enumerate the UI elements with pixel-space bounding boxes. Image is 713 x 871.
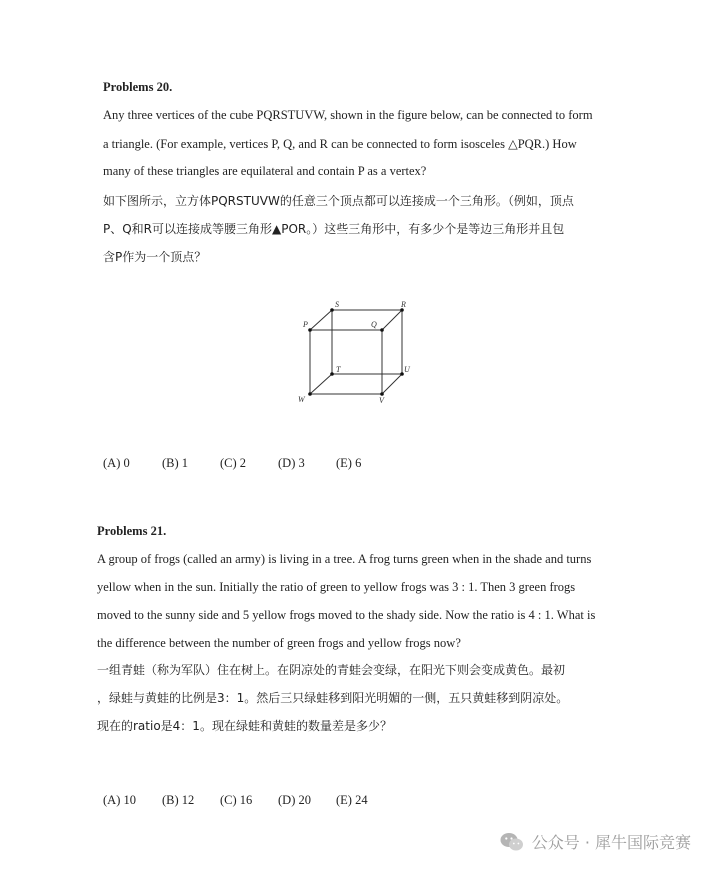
- vertex-Q: [380, 328, 384, 332]
- problem-21-text-line: A group of frogs (called an army) is living in a tree. A frog turns green when in the shade and turns: [97, 552, 592, 566]
- label-R: R: [401, 300, 406, 309]
- problem-20-translation-line: 如下图所示，立方体PQRSTUVW的任意三个顶点都可以连接成一个三角形。（例如，顶点: [103, 194, 574, 208]
- choice-c: (C) 16: [220, 793, 253, 807]
- watermark: [500, 830, 691, 853]
- problem-21-text-line: moved to the sunny side and 5 yellow frogs moved to the shady side. Now the ratio is 4 : 1. What is: [97, 608, 596, 622]
- problem-20-translation-line: 含P作为一个顶点？: [103, 250, 207, 264]
- problem-21-text-line: the difference between the number of green frogs and yellow frogs now?: [97, 636, 461, 650]
- choice-e: (E) 24: [336, 793, 368, 807]
- cube-edge-QR: [382, 310, 402, 330]
- cube-edge-WT: [310, 374, 332, 394]
- label-S: S: [335, 300, 339, 309]
- cube-edge-PS: [310, 310, 332, 330]
- label-P: P: [303, 320, 308, 329]
- vertex-P: [308, 328, 312, 332]
- problem-21-translation-line: ，绿蛙与黄蛙的比例是3：1。然后三只绿蛙移到阳光明媚的一侧，五只黄蛙移到阴凉处。: [97, 691, 569, 705]
- choice-d: (D) 3: [278, 456, 305, 470]
- problem-20-translation-line: P、Q和R可以连接成等腰三角形▲POR。）这些三角形中，有多少个是等边三角形并且包: [103, 222, 565, 236]
- vertex-T: [330, 372, 334, 376]
- problem-20-heading: Problems 20.: [103, 80, 173, 94]
- choice-b: (B) 12: [162, 793, 195, 807]
- choice-a: (A) 0: [103, 456, 130, 470]
- cube-figure: [290, 292, 420, 410]
- label-V: V: [379, 396, 384, 405]
- label-W: W: [298, 395, 305, 404]
- watermark-text: 公众号 · 犀牛国际竞赛: [531, 833, 691, 852]
- problem-20-text-line: Any three vertices of the cube PQRSTUVW, shown in the figure below, can be connected to form: [103, 108, 593, 122]
- problem-20-text-line: a triangle. (For example, vertices P, Q, and R can be connected to form isosceles △PQR.) How: [103, 137, 577, 151]
- problem-21-translation-line: 现在的ratio是4：1。现在绿蛙和黄蛙的数量差是多少？: [97, 719, 392, 733]
- choice-e: (E) 6: [336, 456, 362, 470]
- choice-a: (A) 10: [103, 793, 136, 807]
- problem-21-heading: Problems 21.: [97, 524, 167, 538]
- label-Q: Q: [371, 320, 377, 329]
- wechat-icon: [500, 832, 524, 852]
- label-T: T: [336, 365, 341, 374]
- choice-b: (B) 1: [162, 456, 189, 470]
- problem-21-text-line: yellow when in the sun. Initially the ratio of green to yellow frogs was 3 : 1. Then 3 green frogs: [97, 580, 576, 594]
- problem-20-text-line: many of these triangles are equilateral and contain P as a vertex?: [103, 164, 427, 178]
- label-U: U: [404, 365, 410, 374]
- choice-d: (D) 20: [278, 793, 311, 807]
- choice-c: (C) 2: [220, 456, 247, 470]
- vertex-S: [330, 308, 334, 312]
- vertex-W: [308, 392, 312, 396]
- problem-21-translation-line: 一组青蛙（称为军队）住在树上。在阴凉处的青蛙会变绿，在阳光下则会变成黄色。最初: [97, 663, 566, 677]
- cube-edge-VU: [382, 374, 402, 394]
